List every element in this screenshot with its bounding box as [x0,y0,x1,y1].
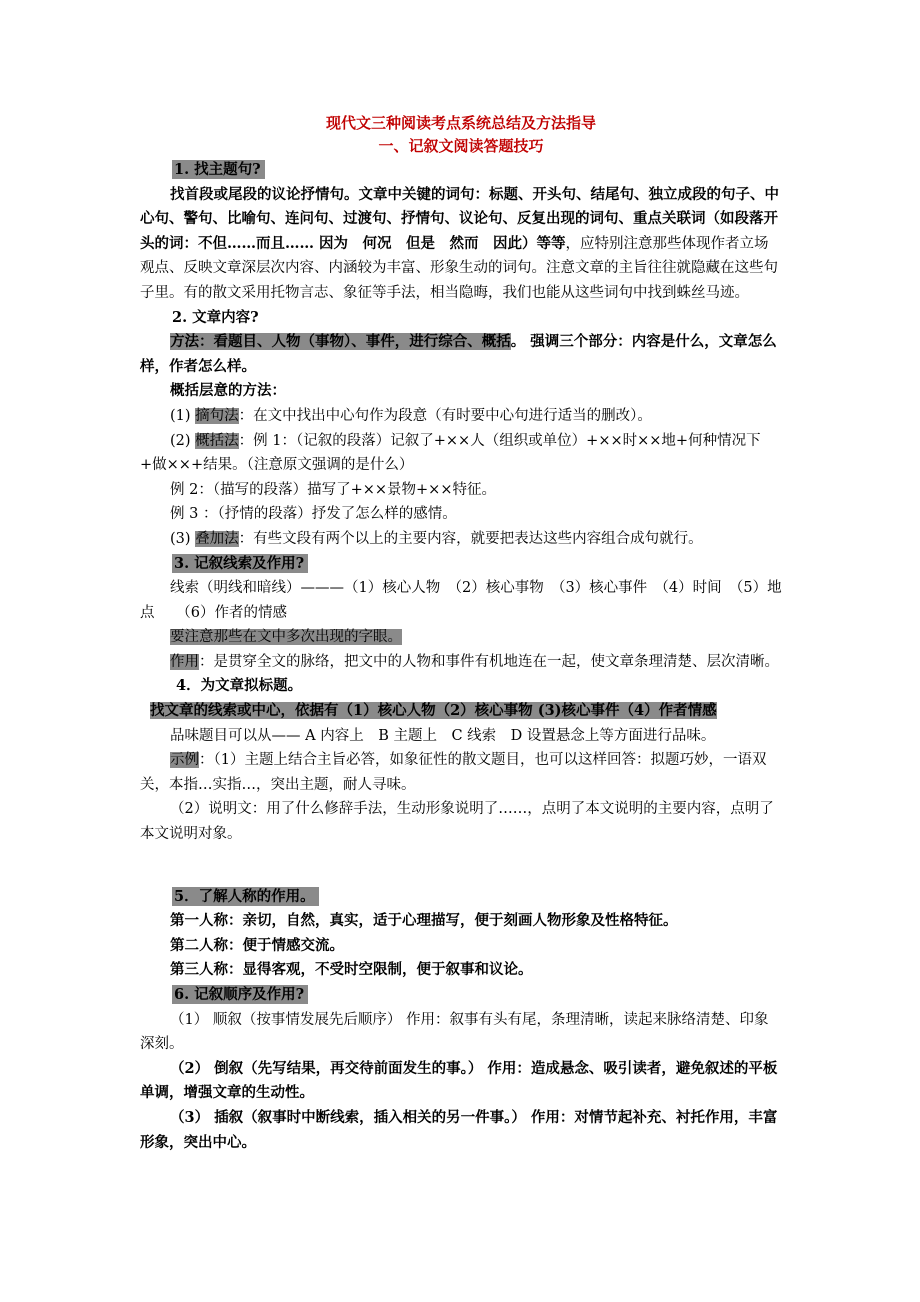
example-3: 例 3 ：（抒情的段落）抒发了怎么样的感情。 [170,506,457,523]
order-interpolation: （3） 插叙（叙事时中断线索，插入相关的另一件事。） 作用：对情节起补充、衬托作用，丰富形象，突出中心。 [140,1108,778,1151]
paragraph-topic-sentence: 找首段或尾段的议论抒情句。文章中关键的词句：标题、开头句、结尾句、独立成段的句子、中心句、警句、比喻句、连问句、过渡句、抒情句、议论句、反复出现的词句、重点关联词（如段落开头的词：不但……而且…… 因为 何况 但是 然而 因此）等等，应特别注意那些体现作者立场观点、反映文章深层次内容、内涵较为丰富、形象生动的词句。注意文章的主旨往往就隐藏在这些句子里。有的散文采用托物言志、象征等手法，相当隐晦，我们也能从这些词句中找到蛛丝马迹。 [140,185,779,301]
heading-clues: 3. 记叙线索及作用? [140,552,782,577]
method-excerpt: (1) 摘句法：在文中找出中心句作为段意（有时要中心句进行适当的删改）。 [170,407,652,424]
heading-person: 5．了解人称的作用。 [140,885,782,910]
heading-article-content: 2. 文章内容? [172,308,259,326]
title-basis: 找文章的线索或中心，依据有（1）核心人物（2）核心事物 (3)核心事件（4）作者情感 [150,702,717,720]
heading-topic-sentence: 1. 找主题句? [140,158,782,183]
document-page [140,112,782,1155]
title-example-2: （2）说明文：用了什么修辞手法，生动形象说明了……，点明了本文说明的主要内容，点明了本文说明对象。 [140,801,774,843]
section-title: 一、记叙文阅读答题技巧 [378,137,544,155]
heading-order: 6. 记叙顺序及作用? [140,983,782,1008]
method-summarize: (2) 概括法：例 1：（记叙的段落）记叙了+××人（组织或单位）+××时××地+何种情况下+做××+结果。（注意原文强调的是什么） [140,432,761,474]
second-person: 第二人称：便于情感交流。 [170,936,344,954]
paragraph-method: 方法：看题目、人物（事物）、事件，进行综合、概括。 强调三个部分：内容是什么，文章怎么样，作者怎么样。 [140,333,777,375]
clues-function: 作用：是贯穿全文的脉络，把文中的人物和事件有机地连在一起，使文章条理清楚、层次清晰。 [170,653,779,670]
document-title: 现代文三种阅读考点系统总结及方法指导 [325,114,596,132]
clues-note: 要注意那些在文中多次出现的字眼。 [170,629,402,646]
third-person: 第三人称：显得客观，不受时空限制，便于叙事和议论。 [170,961,533,979]
method-overlay: (3) 叠加法：有些文段有两个以上的主要内容，就要把表达这些内容组合成句就行。 [170,530,703,547]
title-taste: 品味题目可以从—— A 内容上 B 主题上 C 线索 D 设置悬念上等方面进行品味。 [170,727,716,744]
title-example-1: 示例：（1）主题上结合主旨必答，如象征性的散文题目，也可以这样回答：拟题巧妙，一语双关，本指…实指…，突出主题，耐人寻味。 [140,752,767,793]
first-person: 第一人称：亲切，自然，真实，适于心理描写，便于刻画人物形象及性格特征。 [170,912,678,930]
order-chronological: （1） 顺叙（按事情发展先后顺序） 作用：叙事有头有尾，条理清晰，读起来脉络清楚、印象深刻。 [140,1011,769,1053]
clues-list: 线索（明线和暗线）———（1）核心人物 （2）核心事物 （3）核心事件 （4）时间 （5）地点 （6）作者的情感 [140,580,782,621]
example-2: 例 2：（描写的段落）描写了+××景物+××特征。 [170,481,496,498]
layers-title: 概括层意的方法： [170,382,286,400]
heading-title-drafting: 4．为文章拟标题。 [176,677,303,695]
order-flashback: （2） 倒叙（先写结果，再交待前面发生的事。） 作用：造成悬念、吸引读者，避免叙述的平板单调，增强文章的生动性。 [140,1059,778,1102]
